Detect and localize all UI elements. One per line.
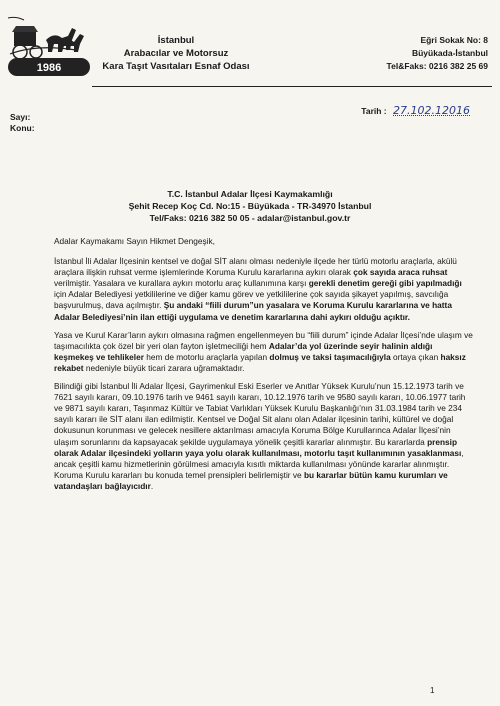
paragraph-3: Bilindiği gibi İstanbul İli Adalar İlçesi, Gayrimenkul Eski Eserler ve Anıtlar Yüksek Kurulu’nun 15.12.1973 tarih ve 7621 sayılı kararı, 09.10.1976 tarih ve 9461 sayılı kararı, 10.12.1976 tarih ve 9580 sayılı kararı, 10.06.1977 tarih ve 9871 sayılı kararı, Taşınmaz Kültür ve Tabiat Varlıkları Yüksek Kurulu Başkanlığı’nın 31.03.1984 tarih ve 234 sayılı kararı ile SİT alanı ilan edilmiştir. Kentsel ve Doğal Sit alanı olan Adalar ilçesinin tarihi, kültürel ve doğal dokusunun korunması ve gelecek nesillere aktarılması amacıyla Koruma Bölge Kurullarınca Adalar İlçesi’nin ulaşım sorunlarını da kapsayacak şekilde uygulamaya yönelik çeşitli kararlar alınmıştır. Bu kararlarda prensip olarak Adalar ilçesindeki yolların yaya yolu olarak kullanılması, motorlu taşıt kullanımının yasaklanması, ancak çeşitli kamu hizmetlerinin görülmesi amacıyla kısıtlı miktarda kullanılması yönünde kararlar alınmıştır. Koruma Kurulu kararları bu konuda temel prensipleri belirlemiştir ve bu kararlar bütün kamu kurumları ve vatandaşları bağlayıcıdır. [54,381,466,491]
address-street: Eğri Sokak No: 8 [420,35,488,45]
handwritten-date: 27.102.12016 [393,104,470,117]
logo-year: 1986 [36,62,62,74]
recipient-block [0,188,500,224]
address-district: Büyükada-İstanbul [411,48,488,58]
konu-label: Konu: [10,123,35,133]
date-field [361,104,470,117]
page-number: 1 [430,686,435,695]
date-label: Tarih : [361,106,387,116]
letterhead-divider [92,86,492,87]
recipient-name: T.C. İstanbul Adalar İlçesi Kaymakamlığı [167,189,333,199]
org-line-2: Arabacılar ve Motorsuz [123,48,229,59]
reference-fields [10,112,35,134]
org-line-3: Kara Taşıt Vasıtaları Esnaf Odası [102,61,250,72]
address-phone: Tel&Faks: 0216 382 25 69 [386,61,488,71]
salutation: Adalar Kaymakamı Sayın Hikmet Dengeşik, [54,236,215,246]
org-city: İstanbul [157,35,195,46]
carriage-logo [6,14,92,82]
paragraph-1: İstanbul İli Adalar İlçesinin kentsel ve doğal SİT alanı olması nedeniyle ilçede her türlü motorlu araçlarla, akülü araçlara ilişkin ruhsat verme işlemlerinde Koruma Kurulu kararlarına aykırı olarak çok sayıda araca ruhsat verilmiştir. Yasalara ve kurallara aykırı motorlu araç kullanımına karşı gerekli denetim gereği gibi yapılmadığı için Adalar Belediyesi yetkililerine ve diğer kamu görev ve yetkililerine çok sayıda şikayet yapılmış, savcılığa başvurulmuş, dava açılmıştır. Şu andaki “fiili durum”un yasalara ve Koruma Kurulu kararlarına ve hatta Adalar Belediyesi’nin ilan ettiği uygulama ve denetim kararlarına dahi aykırı olduğu açıktır. [54,256,462,322]
recipient-address: Şehit Recep Koç Cd. No:15 - Büyükada - TR-34970 İstanbul [128,201,372,211]
org-name [96,34,256,73]
letter-body [54,236,474,499]
org-address [387,34,488,73]
paragraph-2: Yasa ve Kurul Karar’ların aykırı olmasına rağmen engellenmeyen bu “fiili durum” içinde Adalar İlçesi’nde ulaşım ve taşımacılıkta çok özel bir yeri olan fayton işletmeciliği hem Adalar’da yol üzerinde seyir halinin aldığı keşmekeş ve tehlikeler hem de motorlu araçlarla yapılan dolmuş ve taksi taşımacılığıyla ortaya çıkan haksız rekabet nedeniyle büyük ticari zarara uğramaktadır. [54,329,473,373]
letterhead [0,0,500,95]
recipient-contact: Tel/Faks: 0216 382 50 05 - adalar@istanbul.gov.tr [149,213,351,223]
sayi-label: Sayı: [10,112,31,122]
